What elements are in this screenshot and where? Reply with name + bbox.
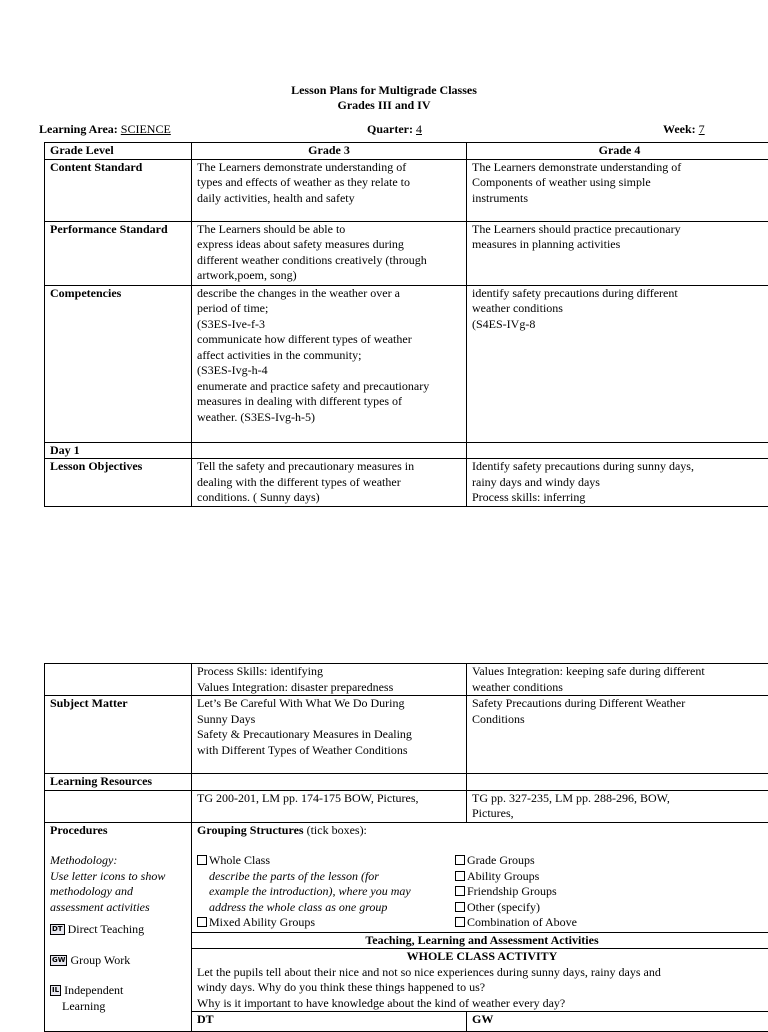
checkbox-combination[interactable] [455, 915, 577, 931]
subject-matter-g4 [467, 696, 768, 774]
text-line: Conditions [472, 712, 767, 728]
method-label-cont: Learning [50, 999, 186, 1015]
lesson-objectives-row [45, 459, 768, 507]
text-line: The Learners should practice precautionary [472, 222, 767, 238]
text-line: measures in dealing with different types of [197, 394, 461, 410]
subject-matter-label: Subject Matter [45, 696, 192, 774]
grouping-structures-title [197, 823, 767, 839]
text-line: instruments [472, 191, 767, 207]
text-line: Sunny Days [197, 712, 461, 728]
grouping-right [455, 853, 577, 931]
dt-column-header: DT [192, 1012, 467, 1032]
process-values-g3 [192, 664, 467, 696]
grouping-left [197, 853, 455, 931]
whole-class-desc: describe the parts of the lesson (for [197, 869, 455, 885]
process-values-g4 [467, 664, 768, 696]
checkbox-label: Other (specify) [467, 900, 540, 914]
text-line: period of time; [197, 301, 461, 317]
text-line: (S3ES-Ivg-h-4 [197, 363, 461, 379]
resources-row [45, 790, 768, 822]
grouping-options [197, 853, 767, 931]
method-label: Group Work [70, 953, 130, 967]
text-line: artwork,poem, song) [197, 268, 461, 284]
whole-class-desc: example the introduction), where you may [197, 884, 455, 900]
text-line: (S4ES-IVg-8 [472, 317, 767, 333]
day-empty-g3 [192, 442, 467, 459]
method-group-work [50, 953, 186, 969]
procedures-row [45, 822, 768, 932]
checkbox-grade-groups[interactable] [455, 853, 577, 869]
gw-letter-icon: GW [50, 955, 67, 966]
checkbox-icon[interactable] [197, 855, 207, 865]
text-line: different weather conditions creatively (through [197, 253, 461, 269]
text-line: weather conditions [472, 680, 767, 696]
procedures-cell [45, 822, 192, 1032]
procedures-label: Procedures [50, 823, 186, 839]
quarter-value: 4 [416, 122, 422, 136]
text-line: conditions. ( Sunny days) [197, 490, 461, 506]
grade3-header: Grade 3 [192, 143, 467, 160]
text-line: weather. (S3ES-Ivg-h-5) [197, 410, 461, 426]
methodology-line: methodology and [50, 884, 186, 900]
resources-label-empty [45, 790, 192, 822]
day-label: Day 1 [45, 442, 192, 459]
competencies-row [45, 285, 768, 442]
week [663, 122, 705, 137]
grade4-header: Grade 4 [467, 143, 768, 160]
text-line: Identify safety precautions during sunny days, [472, 459, 767, 475]
grouping-title-suffix: (tick boxes): [304, 823, 367, 837]
content-standard-g3 [192, 159, 467, 221]
text-line: Safety & Precautionary Measures in Dealing [197, 727, 461, 743]
text-line: Pictures, [472, 806, 767, 822]
learning-resources-empty-g3 [192, 774, 467, 791]
method-independent-learning [50, 983, 186, 999]
week-label: Week: [663, 122, 699, 136]
text-line: dealing with the different types of weather [197, 475, 461, 491]
dt-letter-icon: DT [50, 924, 65, 935]
lesson-objectives-g3 [192, 459, 467, 507]
learning-resources-label: Learning Resources [45, 774, 192, 791]
checkbox-label: Mixed Ability Groups [209, 915, 315, 929]
tla-header: Teaching, Learning and Assessment Activities [192, 932, 768, 949]
method-label: Direct Teaching [68, 922, 145, 936]
checkbox-icon[interactable] [455, 917, 465, 927]
checkbox-icon[interactable] [455, 886, 465, 896]
text-line: Let’s Be Careful With What We Do During [197, 696, 461, 712]
text-line: Components of weather using simple [472, 175, 767, 191]
process-values-label-empty [45, 664, 192, 696]
checkbox-icon[interactable] [455, 871, 465, 881]
methodology-line: assessment activities [50, 900, 186, 916]
checkbox-label: Grade Groups [467, 853, 535, 867]
resources-g3 [192, 790, 467, 822]
checkbox-other[interactable] [455, 900, 577, 916]
learning-area [39, 122, 171, 137]
checkbox-icon[interactable] [455, 902, 465, 912]
text-line: TG 200-201, LM pp. 174-175 BOW, Pictures, [197, 791, 461, 807]
text-line: Values Integration: disaster preparedness [197, 680, 461, 696]
checkbox-mixed-ability[interactable] [197, 915, 455, 931]
content-standard-g4 [467, 159, 768, 221]
lesson-objectives-label: Lesson Objectives [45, 459, 192, 507]
text-line: rainy days and windy days [472, 475, 767, 491]
text-line: TG pp. 327-235, LM pp. 288-296, BOW, [472, 791, 767, 807]
header-row [45, 143, 768, 160]
checkbox-ability-groups[interactable] [455, 869, 577, 885]
il-letter-icon: IL [50, 985, 61, 996]
text-line: weather conditions [472, 301, 767, 317]
text-line: Tell the safety and precautionary measures in [197, 459, 461, 475]
text-line: measures in planning activities [472, 237, 767, 253]
competencies-g4 [467, 285, 768, 442]
checkbox-whole-class[interactable] [197, 853, 455, 869]
process-values-row [45, 664, 768, 696]
resources-g4 [467, 790, 768, 822]
method-label: Independent [64, 983, 123, 997]
text-line: The Learners demonstrate understanding of [197, 160, 461, 176]
subject-matter-g3 [192, 696, 467, 774]
quarter-label: Quarter: [367, 122, 416, 136]
text-line: Process skills: inferring [472, 490, 767, 506]
text-line: identify safety precautions during different [472, 286, 767, 302]
methodology-line: Use letter icons to show [50, 869, 186, 885]
text-line: Values Integration: keeping safe during different [472, 664, 767, 680]
checkbox-label: Friendship Groups [467, 884, 557, 898]
whole-class-desc: address the whole class as one group [197, 900, 455, 916]
grouping-title-bold: Grouping Structures [197, 823, 304, 837]
method-direct-teaching [50, 922, 186, 938]
competencies-g3 [192, 285, 467, 442]
whole-class-activity-cell [192, 949, 768, 1012]
performance-standard-g4 [467, 221, 768, 285]
learning-resources-row [45, 774, 768, 791]
text-line: affect activities in the community; [197, 348, 461, 364]
activity-line: Let the pupils tell about their nice and not so nice experiences during sunny days, rainy days and [197, 965, 767, 981]
checkbox-label: Combination of Above [467, 915, 577, 929]
content-standard-row [45, 159, 768, 221]
text-line: with Different Types of Weather Conditions [197, 743, 461, 759]
learning-area-value: SCIENCE [121, 122, 171, 136]
day-empty-g4 [467, 442, 768, 459]
document-title: Lesson Plans for Multigrade Classes [0, 83, 768, 98]
content-standard-label: Content Standard [45, 159, 192, 221]
activity-line: windy days. Why do you think these things happened to us? [197, 980, 767, 996]
performance-standard-row [45, 221, 768, 285]
learning-resources-empty-g4 [467, 774, 768, 791]
lesson-plan-table-1 [44, 142, 768, 507]
checkbox-label: Whole Class [209, 853, 270, 867]
text-line: The Learners should be able to [197, 222, 461, 238]
quarter [367, 122, 422, 137]
competencies-label: Competencies [45, 285, 192, 442]
week-value: 7 [699, 122, 705, 136]
text-line: describe the changes in the weather over a [197, 286, 461, 302]
grade-level-header: Grade Level [45, 143, 192, 160]
performance-standard-label: Performance Standard [45, 221, 192, 285]
text-line: The Learners demonstrate understanding of [472, 160, 767, 176]
whole-class-activity-title: WHOLE CLASS ACTIVITY [197, 949, 767, 965]
checkbox-label: Ability Groups [467, 869, 539, 883]
lesson-objectives-g4 [467, 459, 768, 507]
text-line: Process Skills: identifying [197, 664, 461, 680]
text-line: daily activities, health and safety [197, 191, 461, 207]
checkbox-friendship-groups[interactable] [455, 884, 577, 900]
text-line: types and effects of weather as they relate to [197, 175, 461, 191]
document-subtitle: Grades III and IV [0, 98, 768, 113]
checkbox-icon[interactable] [197, 917, 207, 927]
performance-standard-g3 [192, 221, 467, 285]
activity-line: Why is it important to have knowledge about the kind of weather every day? [197, 996, 767, 1012]
gw-column-header: GW [467, 1012, 768, 1032]
text-line: Safety Precautions during Different Weather [472, 696, 767, 712]
subject-matter-row [45, 696, 768, 774]
text-line: enumerate and practice safety and precautionary [197, 379, 461, 395]
text-line: communicate how different types of weather [197, 332, 461, 348]
text-line: express ideas about safety measures during [197, 237, 461, 253]
checkbox-icon[interactable] [455, 855, 465, 865]
methodology-line: Methodology: [50, 853, 186, 869]
grouping-structures-cell [192, 822, 768, 932]
learning-area-label: Learning Area: [39, 122, 121, 136]
day-row [45, 442, 768, 459]
text-line: (S3ES-Ive-f-3 [197, 317, 461, 333]
lesson-plan-table-2 [44, 663, 768, 1032]
